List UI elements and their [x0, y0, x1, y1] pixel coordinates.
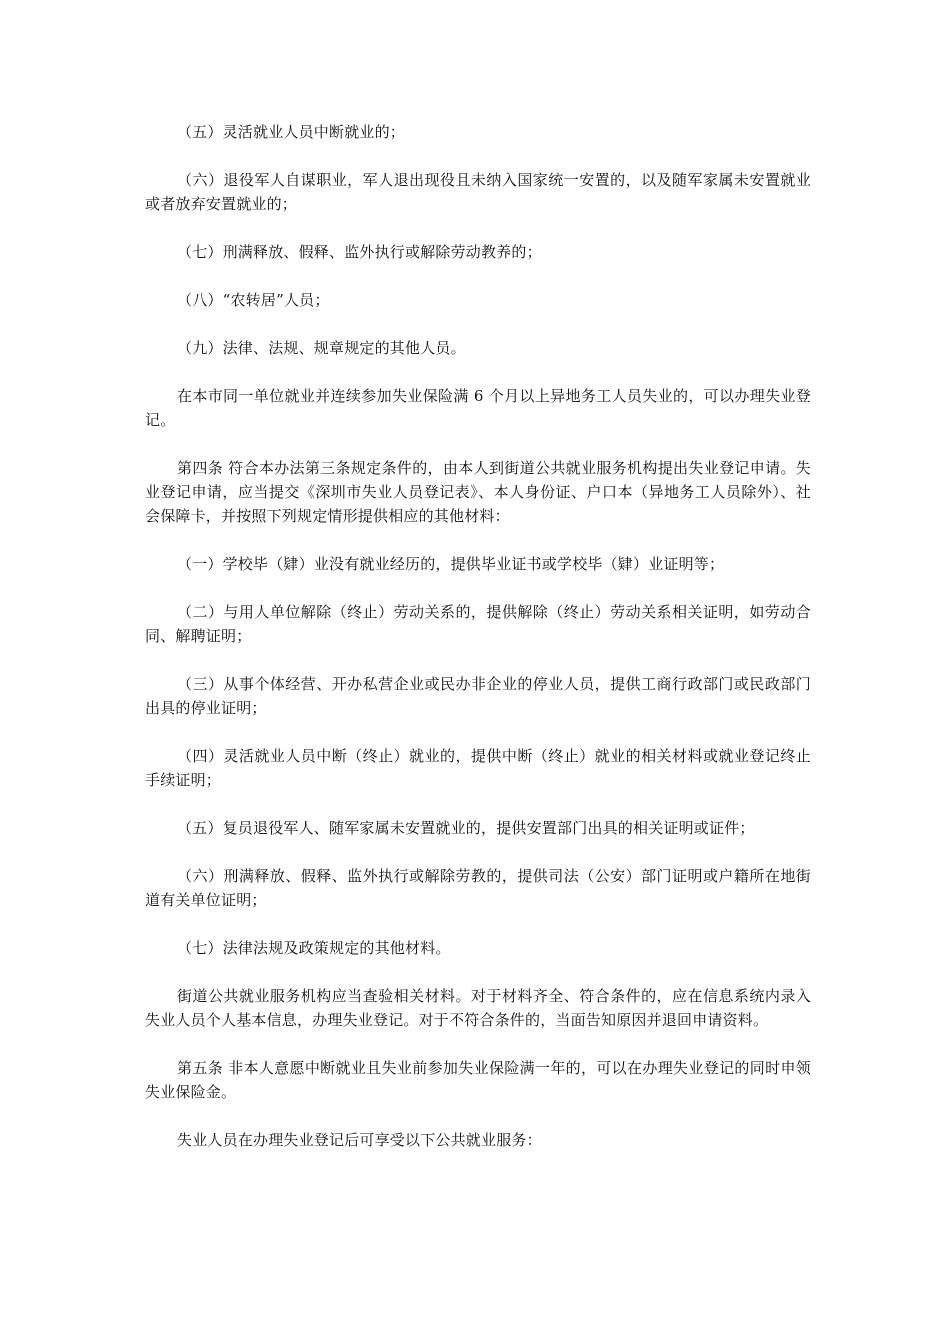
paragraph: 街道公共就业服务机构应当查验相关材料。对于材料齐全、符合条件的，应在信息系统内录入失业人员个人基本信息，办理失业登记。对于不符合条件的，当面告知原因并退回申请资料。 [145, 987, 811, 1029]
paragraph: （三）从事个体经营、开办私营企业或民办非企业的停业人员，提供工商行政部门或民政部门出具的停业证明； [145, 675, 811, 717]
document-page [145, 120, 811, 1176]
paragraph: （一）学校毕（肄）业没有就业经历的，提供毕业证书或学校毕（肄）业证明等； [177, 555, 725, 573]
paragraph: 失业人员在办理失业登记后可享受以下公共就业服务： [177, 1131, 542, 1149]
paragraph: 在本市同一单位就业并连续参加失业保险满 6 个月以上异地务工人员失业的，可以办理失业登记。 [145, 387, 811, 429]
paragraph: （六）刑满释放、假释、监外执行或解除劳教的，提供司法（公安）部门证明或户籍所在地街道有关单位证明； [145, 867, 811, 909]
paragraph: （七）刑满释放、假释、监外执行或解除劳动教养的； [177, 243, 542, 261]
paragraph: （四）灵活就业人员中断（终止）就业的，提供中断（终止）就业的相关材料或就业登记终止手续证明； [145, 747, 811, 789]
paragraph: 第五条 非本人意愿中断就业且失业前参加失业保险满一年的，可以在办理失业登记的同时申领失业保险金。 [145, 1059, 811, 1101]
paragraph: （七）法律法规及政策规定的其他材料。 [177, 939, 451, 957]
paragraph: （九）法律、法规、规章规定的其他人员。 [177, 339, 466, 357]
paragraph: （八）“农转居”人员； [177, 291, 330, 309]
paragraph: （二）与用人单位解除（终止）劳动关系的，提供解除（终止）劳动关系相关证明，如劳动合同、解聘证明； [145, 603, 811, 645]
paragraph: （六）退役军人自谋职业，军人退出现役且未纳入国家统一安置的，以及随军家属未安置就业或者放弃安置就业的； [145, 171, 811, 213]
paragraph: （五）灵活就业人员中断就业的； [177, 123, 406, 141]
paragraph: （五）复员退役军人、随军家属未安置就业的，提供安置部门出具的相关证明或证件； [177, 819, 755, 837]
paragraph: 第四条 符合本办法第三条规定条件的，由本人到街道公共就业服务机构提出失业登记申请。失业登记申请，应当提交《深圳市失业人员登记表》、本人身份证、户口本（异地务工人员除外）、社会保障卡，并按照下列规定情形提供相应的其他材料： [145, 459, 811, 525]
